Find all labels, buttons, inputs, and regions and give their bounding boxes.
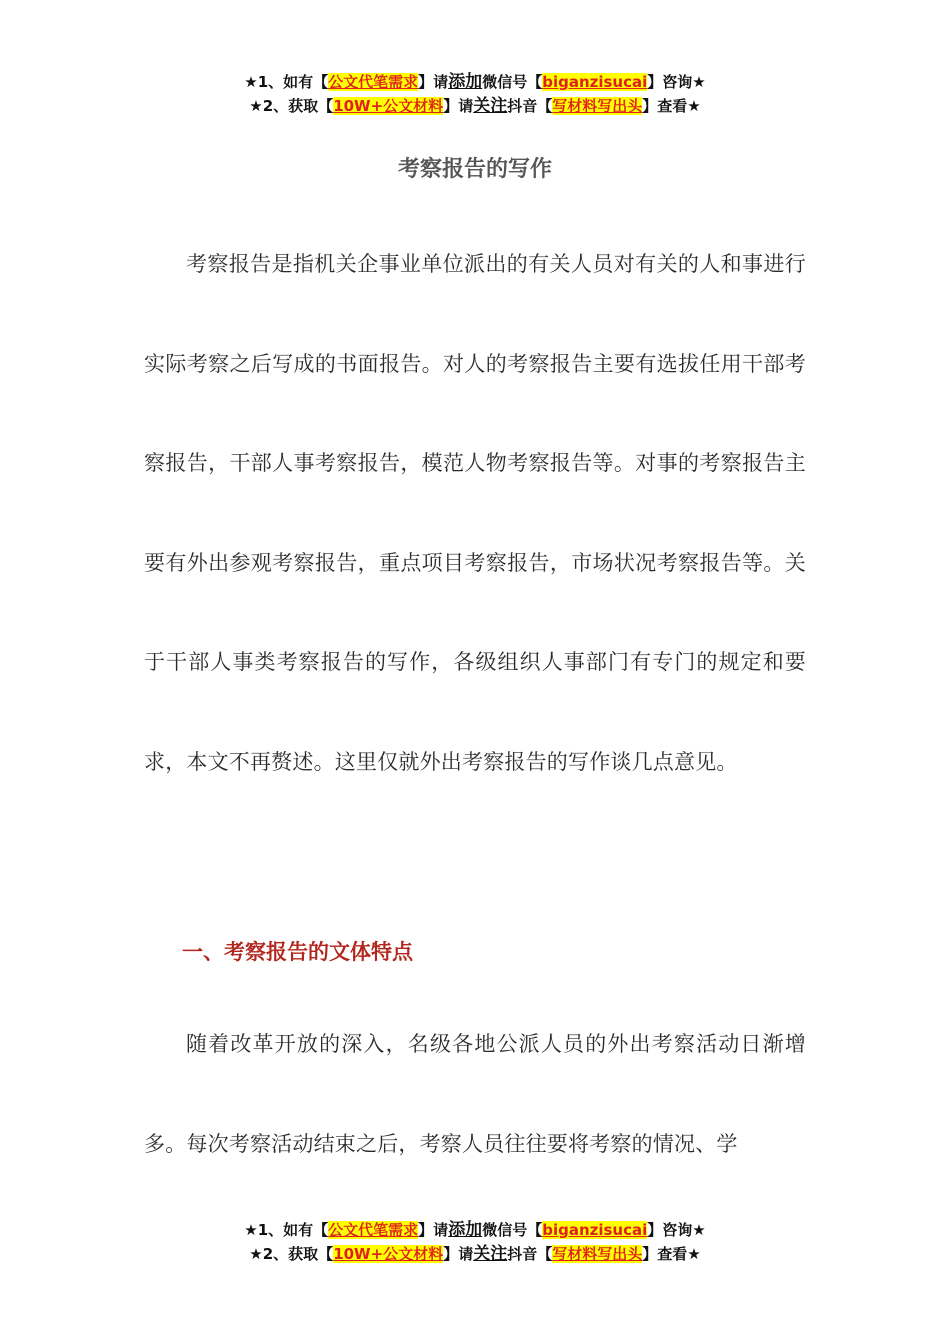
footer-line2-mid2: 抖音【 bbox=[507, 1245, 553, 1263]
banner-line-1 bbox=[0, 70, 950, 94]
footer-line2-highlight-materials: 10W+公文材料 bbox=[333, 1245, 444, 1263]
banner-line2-suffix: 】查看★ bbox=[642, 97, 701, 115]
footer-line2-prefix: ★2、获取【 bbox=[249, 1245, 334, 1263]
footer-line1-mid: 】请 bbox=[418, 1221, 449, 1239]
footer-line1-emphasis: 添加 bbox=[448, 1220, 483, 1240]
footer-line2-highlight-douyin: 写材料写出头 bbox=[552, 1245, 643, 1263]
footer-line1-prefix: ★1、如有【 bbox=[244, 1221, 329, 1239]
footer-line2-emphasis: 关注 bbox=[473, 1244, 508, 1264]
banner-line2-mid: 】请 bbox=[443, 97, 474, 115]
footer-banner bbox=[0, 1218, 950, 1266]
banner-line1-prefix: ★1、如有【 bbox=[244, 73, 329, 91]
banner-line1-mid2: 微信号【 bbox=[482, 73, 543, 91]
banner-line2-mid2: 抖音【 bbox=[507, 97, 553, 115]
footer-banner-line-1 bbox=[0, 1218, 950, 1242]
footer-banner-line-2 bbox=[0, 1242, 950, 1266]
banner-line1-emphasis: 添加 bbox=[448, 72, 483, 92]
footer-line2-mid: 】请 bbox=[443, 1245, 474, 1263]
banner-line1-suffix: 】咨询★ bbox=[647, 73, 706, 91]
footer-line1-suffix: 】咨询★ bbox=[647, 1221, 706, 1239]
header-banner bbox=[0, 70, 950, 118]
footer-line2-suffix: 】查看★ bbox=[642, 1245, 701, 1263]
banner-line1-mid: 】请 bbox=[418, 73, 449, 91]
banner-line2-highlight-douyin: 写材料写出头 bbox=[552, 97, 643, 115]
banner-line1-highlight-wechat: biganzisucai bbox=[542, 73, 648, 91]
footer-line1-mid2: 微信号【 bbox=[482, 1221, 543, 1239]
body-paragraph-2: 随着改革开放的深入，名级各地公派人员的外出考察活动日渐增多。每次考察活动结束之后，考察人员往往要将考察的情况、学 bbox=[144, 1032, 806, 1156]
banner-line1-highlight-service: 公文代笔需求 bbox=[328, 73, 419, 91]
section-heading-1: 一、考察报告的文体特点 bbox=[182, 940, 413, 964]
banner-line2-prefix: ★2、获取【 bbox=[249, 97, 334, 115]
body-paragraph-1: 考察报告是指机关企事业单位派出的有关人员对有关的人和事进行实际考察之后写成的书面报告。对人的考察报告主要有选拔任用干部考察报告，干部人事考察报告，模范人物考察报告等。对事的考察报告主要有外出参观考察报告，重点项目考察报告，市场状况考察报告等。关于干部人事类考察报告的写作，各级组织人事部门有专门的规定和要求，本文不再赘述。这里仅就外出考察报告的写作谈几点意见。 bbox=[144, 252, 806, 774]
footer-line1-highlight-service: 公文代笔需求 bbox=[328, 1221, 419, 1239]
banner-line2-emphasis: 关注 bbox=[473, 96, 508, 116]
banner-line2-highlight-materials: 10W+公文材料 bbox=[333, 97, 444, 115]
banner-line-2 bbox=[0, 94, 950, 118]
document-title: 考察报告的写作 bbox=[397, 157, 552, 182]
footer-line1-highlight-wechat: biganzisucai bbox=[542, 1221, 648, 1239]
